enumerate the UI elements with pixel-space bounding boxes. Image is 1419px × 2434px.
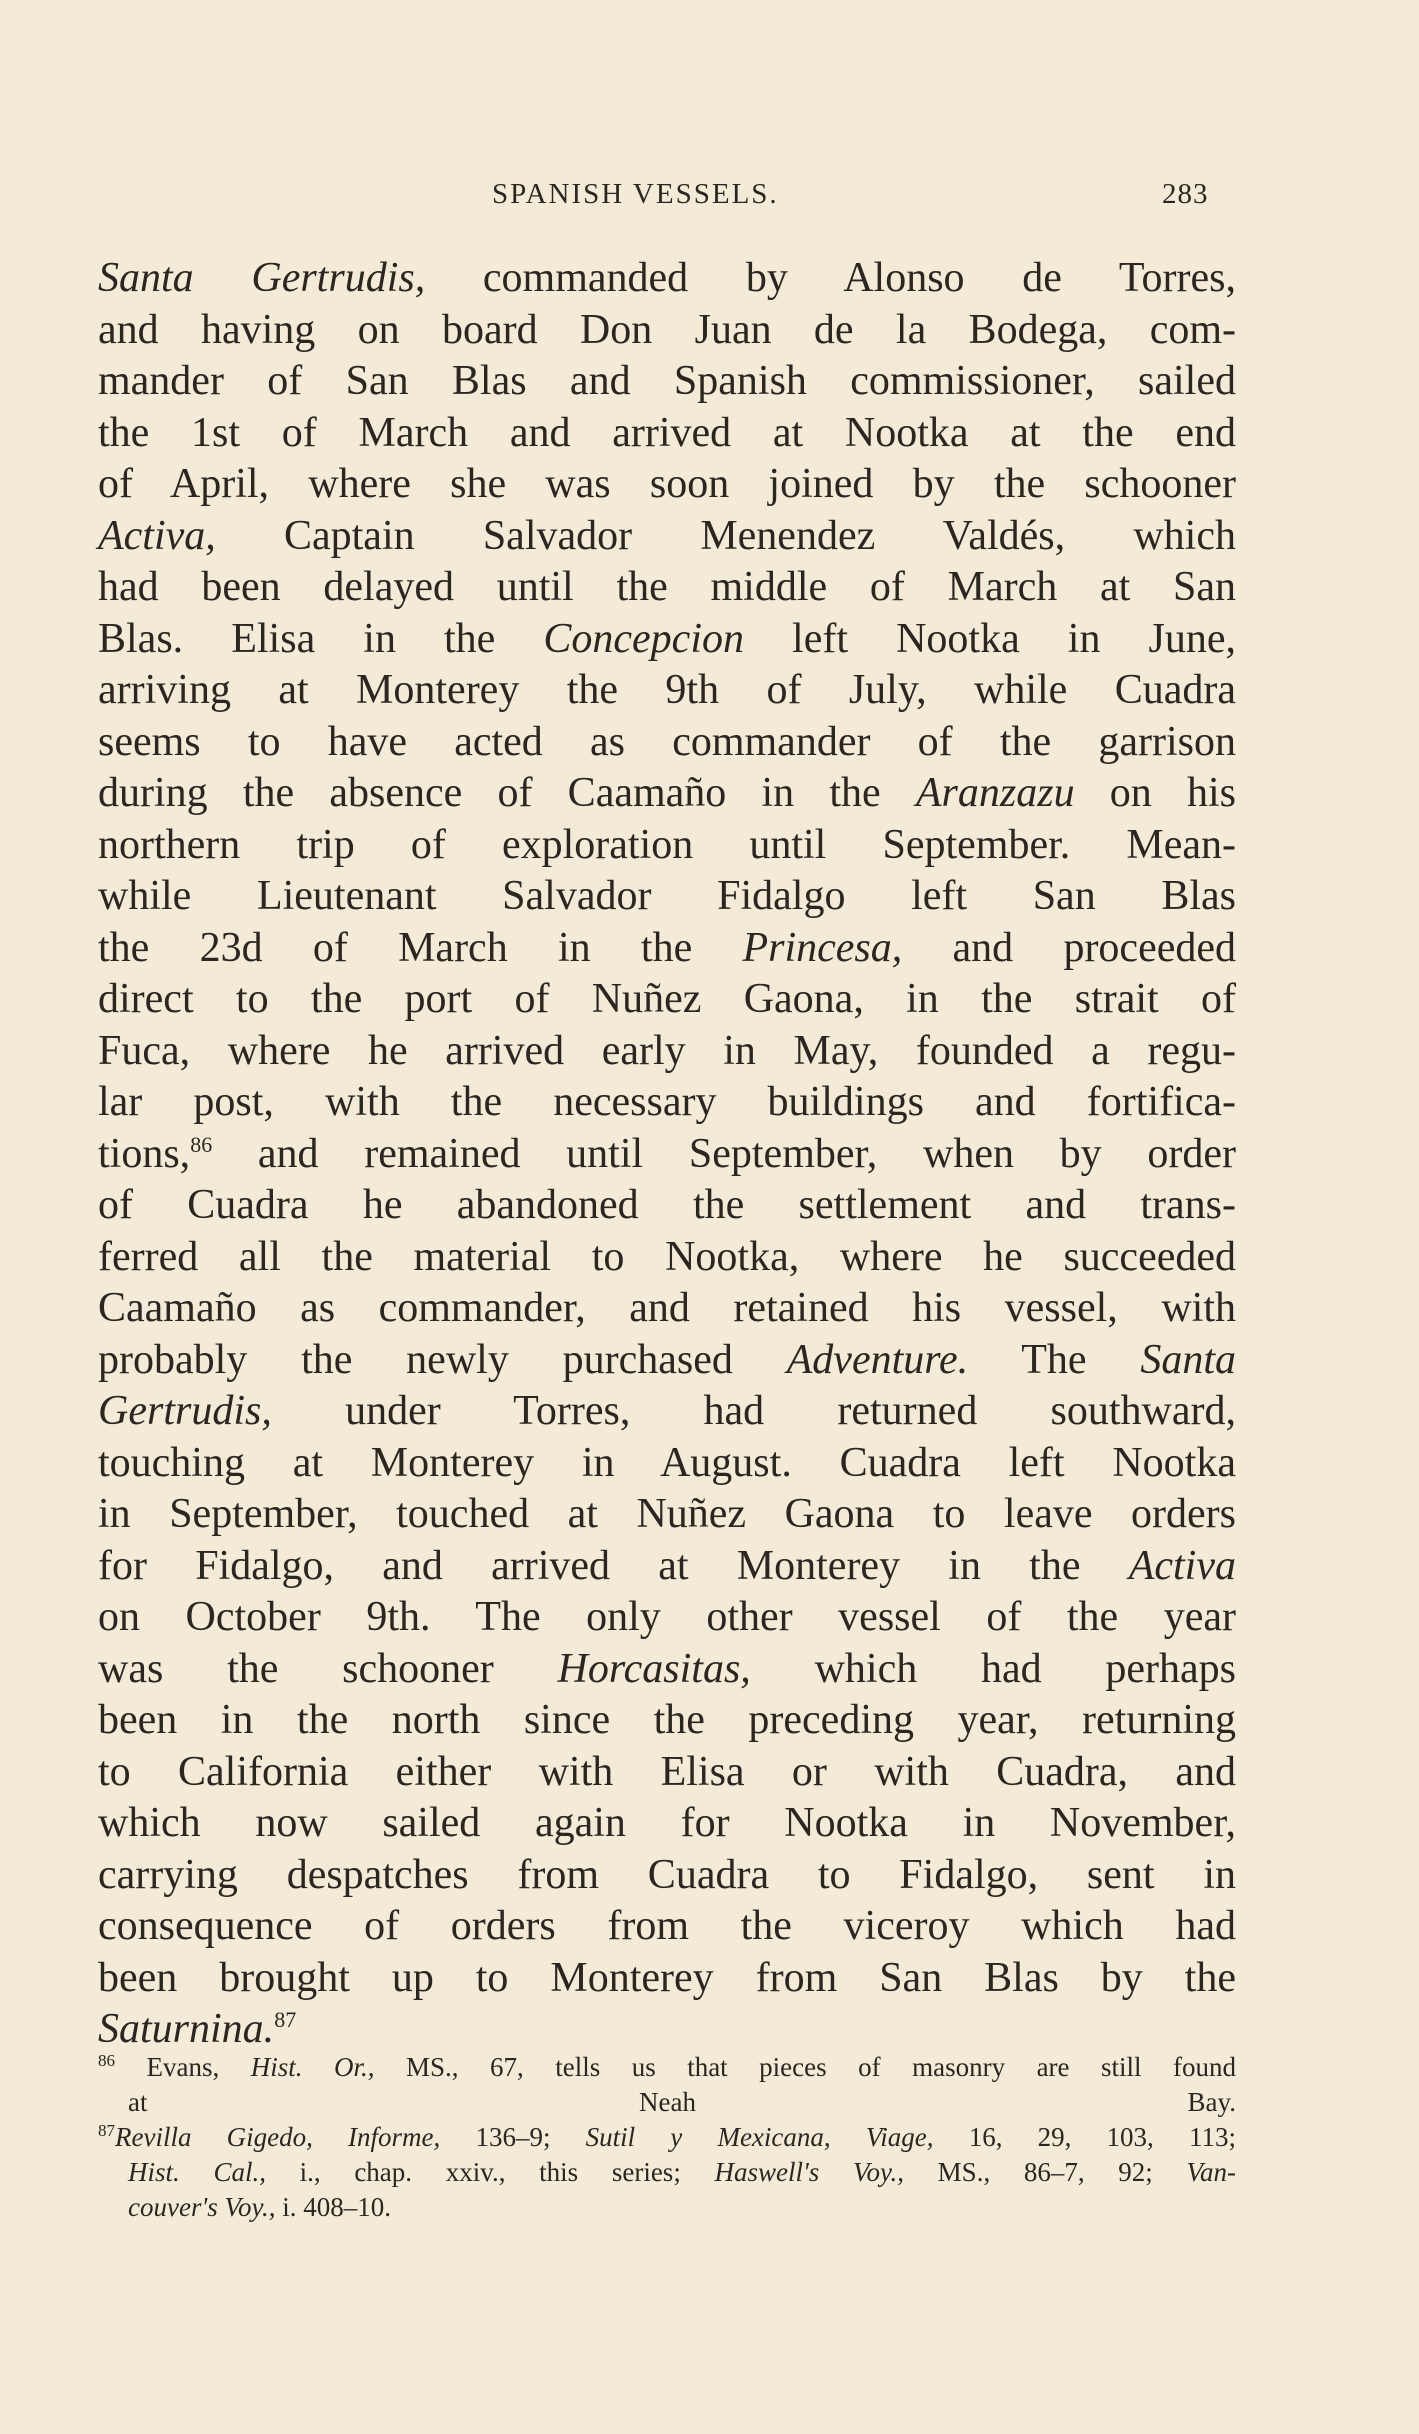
text-run: left Nootka in June, [743, 615, 1236, 662]
text-run: consequence of orders from the viceroy which had [98, 1903, 1236, 1949]
text-run: Blas. Elisa in the [98, 615, 544, 662]
text-run: had been delayed until the middle of March at San [98, 564, 1236, 610]
italic-text: Activa, [98, 512, 216, 559]
text-run: and proceeded [902, 924, 1237, 971]
body-line [98, 923, 1236, 975]
body-line [98, 408, 1236, 460]
italic-text: Concepcion [543, 615, 744, 662]
body-line [98, 1592, 1236, 1644]
body-line [98, 1747, 1236, 1799]
body-line [98, 614, 1236, 666]
text-run: i., chap. xxiv., this series; [265, 2157, 715, 2187]
body-line [98, 253, 1236, 305]
text-run: under Torres, had returned southward, [271, 1388, 1236, 1434]
body-line [98, 1335, 1236, 1387]
body-line [98, 820, 1236, 872]
text-run: arriving at Monterey the 9th of July, while Cuadra [98, 667, 1236, 713]
footnote-marker: 86 [190, 1131, 213, 1157]
body-line [98, 1953, 1236, 2005]
body-line [98, 1180, 1236, 1232]
body-line [98, 1129, 1236, 1181]
footnote-marker: 87 [274, 2007, 297, 2032]
text-run: and having on board Don Juan de la Bodega, com- [98, 306, 1236, 353]
footnote-line [98, 2050, 1236, 2085]
text-run: Caamaño as commander, and retained his vessel, with [98, 1285, 1236, 1331]
text-run: the 1st of March and arrived at Nootka at the end [98, 409, 1236, 456]
text-run: commanded by Alonso de Torres, [425, 255, 1236, 301]
text-run: which now sailed again for Nootka in November, [98, 1800, 1236, 1846]
italic-text: Horcasitas, [557, 1645, 751, 1692]
text-run: and remained until September, when by order [212, 1130, 1236, 1177]
text-run: direct to the port of Nuñez Gaona, in the strait of [98, 976, 1236, 1022]
running-head: SPANISH VESSELS. [492, 178, 779, 210]
text-run: 136–9; [440, 2122, 586, 2152]
body-line [98, 1077, 1236, 1129]
text-run: seems to have acted as commander of the garrison [98, 718, 1236, 765]
text-run: been brought up to Monterey from San Blas by the [98, 1954, 1236, 2001]
text-run: MS., 67, tells us that pieces of masonry are still found [374, 2052, 1236, 2082]
italic-text: Gertrudis, [98, 1388, 272, 1434]
body-line [98, 1438, 1236, 1490]
text-run: 16, 29, 103, 113; [933, 2122, 1236, 2152]
text-run: during the absence of Caamaño in the [98, 770, 916, 816]
text-run: carrying despatches from Cuadra to Fidalgo, sent in [98, 1851, 1236, 1898]
text-run: on October 9th. The only other vessel of the year [98, 1594, 1236, 1640]
body-line [98, 1283, 1236, 1335]
text-run: ferred all the material to Nootka, where he succeeded [98, 1233, 1236, 1280]
text-run: in September, touched at Nuñez Gaona to leave orders [98, 1491, 1236, 1537]
body-line [98, 871, 1236, 923]
page-number: 283 [1162, 178, 1209, 210]
body-line [98, 1695, 1236, 1747]
text-run: northern trip of exploration until September. Mean- [98, 821, 1236, 868]
body-text [98, 253, 1236, 2056]
text-run: while Lieutenant Salvador Fidalgo left San Blas [98, 873, 1236, 919]
body-line [98, 974, 1236, 1026]
body-line [98, 562, 1236, 614]
text-run: for Fidalgo, and arrived at Monterey in the [98, 1542, 1129, 1589]
footnote-marker: 86 [98, 2051, 115, 2070]
text-run: on his [1074, 770, 1236, 816]
italic-text: Van- [1186, 2157, 1236, 2187]
body-line [98, 1644, 1236, 1696]
footnote-line [98, 2155, 1236, 2190]
text-run: tions, [98, 1130, 191, 1177]
italic-text: Saturnina. [98, 2006, 275, 2052]
text-run: Captain Salvador Menendez Valdés, which [215, 512, 1236, 559]
italic-text: couver's Voy., [128, 2192, 276, 2222]
text-run: of April, where she was soon joined by the schooner [98, 461, 1236, 507]
text-run: to California either with Elisa or with Cuadra, and [98, 1748, 1236, 1795]
body-line [98, 1026, 1236, 1078]
italic-text: Aranzazu [915, 770, 1075, 816]
italic-text: Hist. Or., [250, 2052, 375, 2082]
text-run: Fuca, where he arrived early in May, founded a regu- [98, 1027, 1236, 1074]
page-header [0, 178, 1419, 218]
body-line [98, 356, 1236, 408]
italic-text: Adventure. [786, 1336, 969, 1383]
body-line [98, 2004, 1236, 2056]
italic-text: Princesa, [742, 924, 903, 971]
text-run: been in the north since the preceding year, returning [98, 1697, 1236, 1743]
footnote-marker: 87 [98, 2121, 115, 2140]
body-line [98, 1850, 1236, 1902]
italic-text: Revilla Gigedo, Informe, [115, 2122, 441, 2152]
italic-text: Haswell's Voy., [714, 2157, 904, 2187]
text-run: at Neah Bay. [128, 2087, 1236, 2117]
footnotes [98, 2050, 1236, 2225]
text-run: of Cuadra he abandoned the settlement and trans- [98, 1182, 1236, 1228]
body-line [98, 511, 1236, 563]
body-line [98, 459, 1236, 511]
body-line [98, 1901, 1236, 1953]
text-run: lar post, with the necessary buildings and fortifica- [98, 1079, 1236, 1125]
text-run: MS., 86–7, 92; [903, 2157, 1187, 2187]
body-line [98, 665, 1236, 717]
italic-text: Sutil y Mexicana, Viage, [585, 2122, 934, 2152]
body-line [98, 768, 1236, 820]
italic-text: Santa [1140, 1336, 1236, 1383]
body-line [98, 1386, 1236, 1438]
body-line [98, 1798, 1236, 1850]
italic-text: Santa Gertrudis, [98, 255, 426, 301]
footnote-line [98, 2190, 1236, 2225]
text-run: which had perhaps [750, 1645, 1236, 1692]
footnote-line [98, 2120, 1236, 2155]
text-run: was the schooner [98, 1645, 558, 1692]
text-run: mander of San Blas and Spanish commissioner, sailed [98, 358, 1236, 404]
text-run: The [968, 1336, 1141, 1383]
body-line [98, 305, 1236, 357]
body-line [98, 1541, 1236, 1593]
footnote-line [98, 2085, 1236, 2120]
text-run: Evans, [115, 2052, 251, 2082]
italic-text: Activa [1128, 1542, 1236, 1589]
text-run: touching at Monterey in August. Cuadra left Nootka [98, 1439, 1236, 1486]
text-run: the 23d of March in the [98, 924, 743, 971]
body-line [98, 1232, 1236, 1284]
italic-text: Hist. Cal., [128, 2157, 266, 2187]
text-run: i. 408–10. [275, 2192, 392, 2222]
text-run: probably the newly purchased [98, 1336, 787, 1383]
body-line [98, 717, 1236, 769]
body-line [98, 1489, 1236, 1541]
